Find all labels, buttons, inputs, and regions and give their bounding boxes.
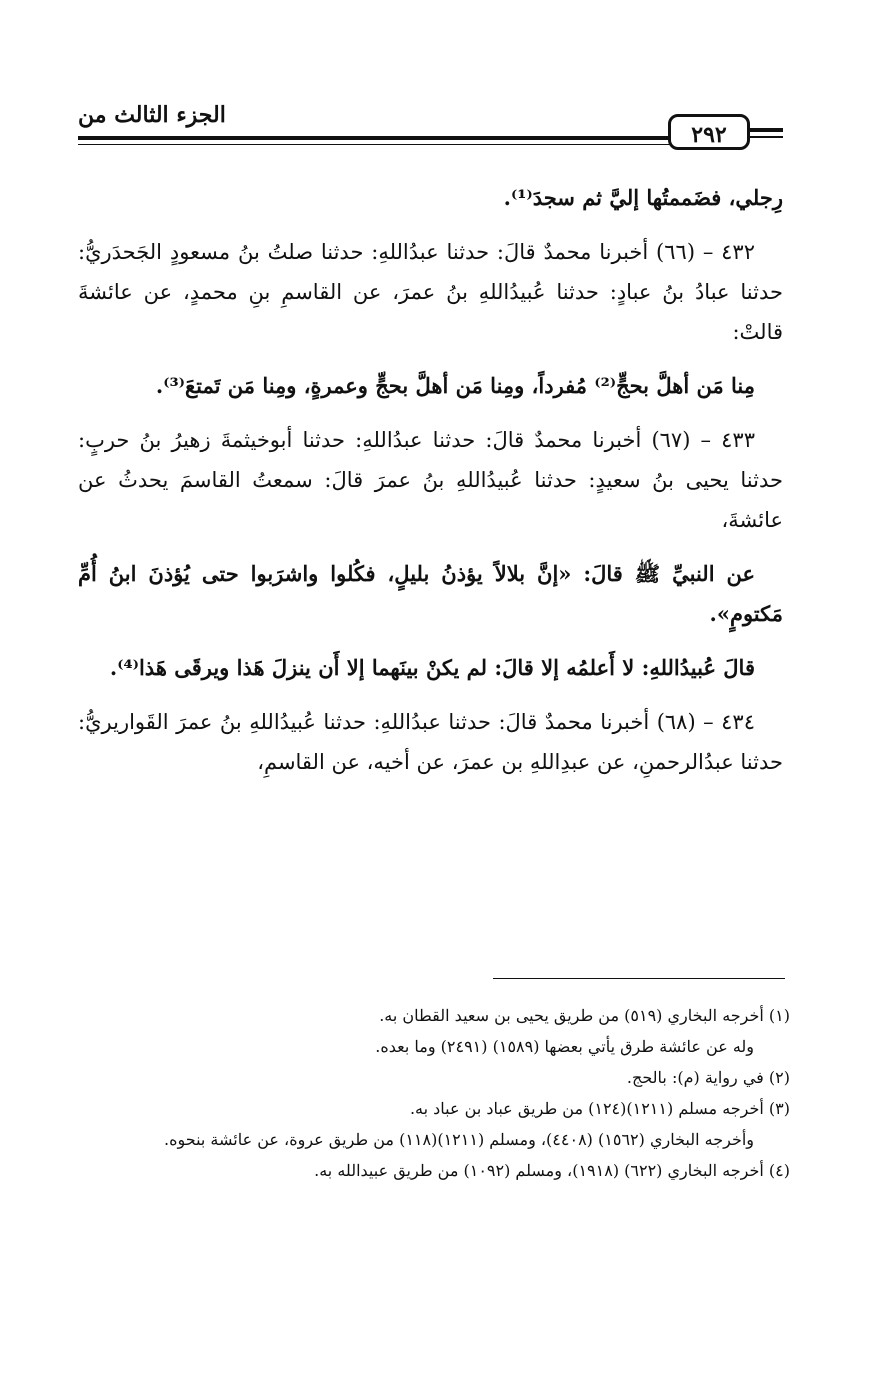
header-rule-thin (78, 144, 670, 145)
footnote-separator (493, 978, 785, 979)
footnotes (78, 1000, 790, 1186)
hadith-432-isnad: ٤٣٢ – (٦٦) أخبرنا محمدٌ قالَ: حدثنا عبدُاللهِ: حدثنا صلتُ بنُ مسعودٍ الجَحدَريُّ: حدثنا عبادُ بنُ عبادٍ: حدثنا عُبيدُاللهِ بنُ عمرَ، عن القاسمِ بنِ محمدٍ، عن عائشةَ قالتْ: (78, 240, 783, 344)
footnote-1: (١) أخرجه البخاري (٥١٩) من طريق يحيى بن سعيد القطان به. (379, 1006, 790, 1025)
hadith-433-matn: عن النبيِّ ﷺ قالَ: «إنَّ بلالاً يؤذنُ بليلٍ، فكُلوا واشرَبوا حتى يُؤذنَ ابنُ أُمِّ مَكتومٍ». (78, 561, 783, 626)
paragraph-continuation: رِجلي، فضَممتُها إليَّ ثم سجدَ⁽¹⁾. (503, 185, 783, 210)
header-rule-right-thin (750, 136, 783, 138)
page-number: ٢٩٢ (668, 114, 750, 150)
footnote-1-continuation: وله عن عائشة طرق يأتي بعضها (١٥٨٩) (٢٤٩١) وما بعده. (375, 1037, 754, 1056)
footnote-2: (٢) في رواية (م): بالحج. (626, 1068, 790, 1087)
footnote-4: (٤) أخرجه البخاري (٦٢٢) (١٩١٨)، ومسلم (١٠٩٢) من طريق عبيدالله به. (314, 1161, 790, 1180)
hadith-433-isnad: ٤٣٣ – (٦٧) أخبرنا محمدٌ قالَ: حدثنا عبدُاللهِ: حدثنا أبوخيثمةَ زهيرُ بنُ حربٍ: حدثنا يحيى بنُ سعيدٍ: حدثنا عُبيدُاللهِ بنُ عمرَ قالَ: سمعتُ القاسمَ يحدثُ عن عائشةَ، (78, 428, 783, 532)
hadith-434-isnad: ٤٣٤ – (٦٨) أخبرنا محمدٌ قالَ: حدثنا عبدُاللهِ: حدثنا عُبيدُاللهِ بنُ عمرَ القَواريريُّ: حدثنا عبدُالرحمنِ، عن عبدِاللهِ بن عمرَ، عن أخيه، عن القاسمِ، (78, 710, 783, 774)
running-title: الجزء الثالث من (78, 102, 226, 128)
footnote-3: (٣) أخرجه مسلم (١٢١١)(١٢٤) من طريق عباد بن عباد به. (409, 1099, 790, 1118)
header-rule-right-thick (750, 128, 783, 132)
header-rule-thick (78, 136, 670, 140)
footnote-3-continuation: وأخرجه البخاري (١٥٦٢) (٤٤٠٨)، ومسلم (١٢١١)(١١٨) من طريق عروة، عن عائشة بنحوه. (164, 1130, 754, 1149)
hadith-432-matn: مِنا مَن أهلَّ بحجٍّ⁽²⁾ مُفرداً، ومِنا مَن أهلَّ بحجٍّ وعمرةٍ، ومِنا مَن تَمتعَ⁽³⁾. (155, 373, 755, 398)
hadith-433-comment: قالَ عُبيدُاللهِ: لا أَعلمُه إلا قالَ: لم يكنْ بينَهما إلا أَن ينزلَ هَذا ويرقَى هَذا⁽⁴⁾. (109, 655, 755, 680)
page-header (78, 100, 783, 156)
main-text (78, 178, 783, 796)
